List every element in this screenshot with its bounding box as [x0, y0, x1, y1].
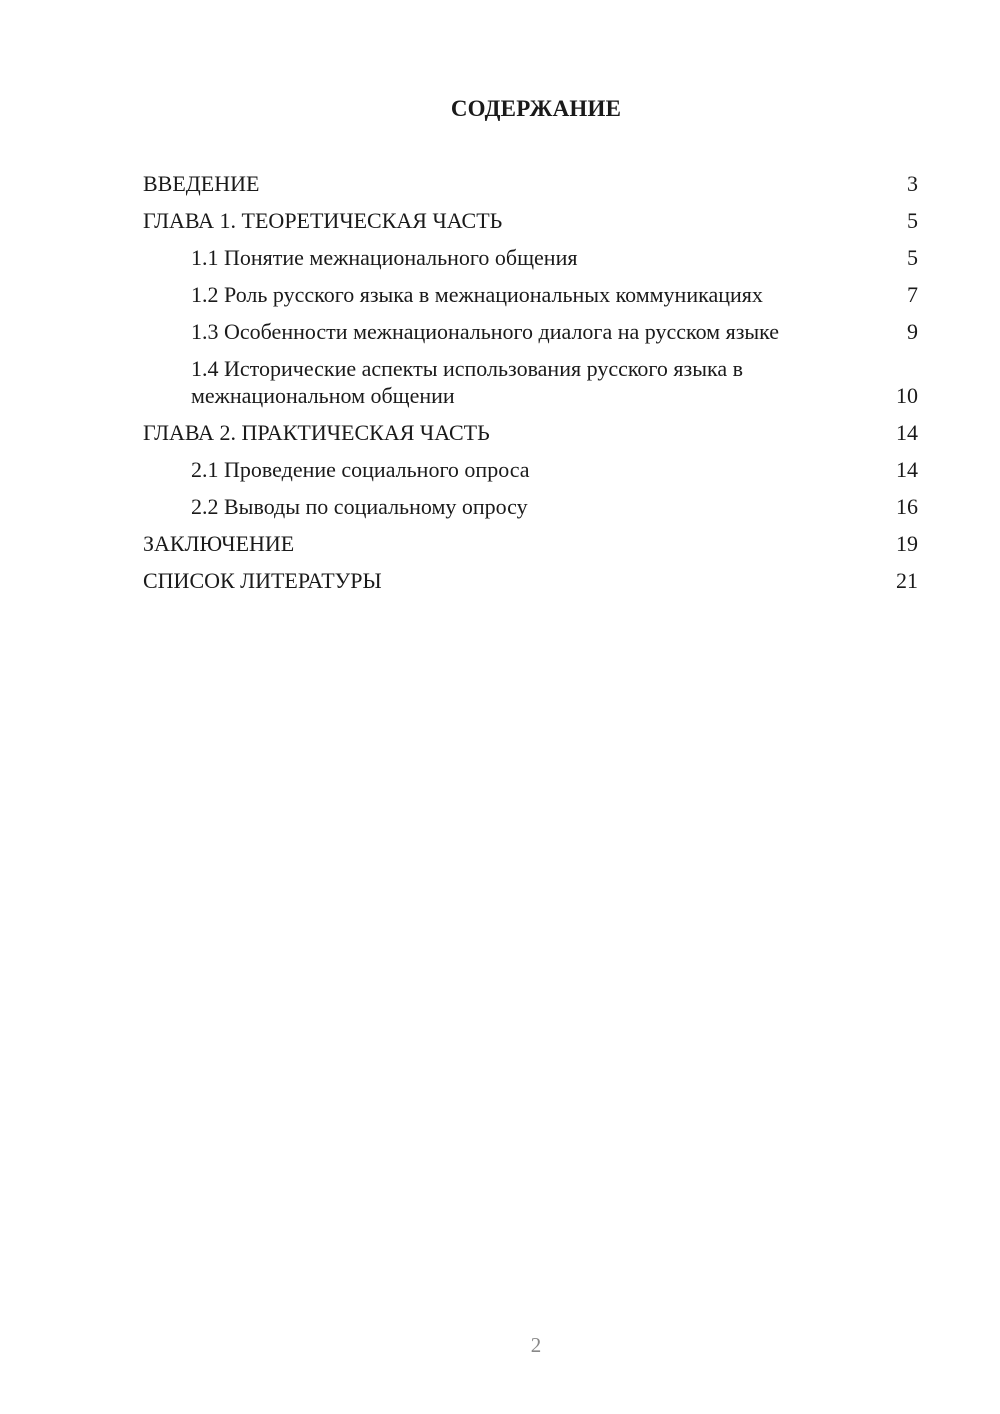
toc-entry-references: [143, 567, 918, 594]
page-number: 2: [530, 1333, 542, 1357]
table-of-contents: [143, 170, 918, 604]
toc-entry-section-1-1: [143, 244, 918, 271]
toc-entry-page: 7: [907, 282, 918, 307]
toc-entry-page: 19: [896, 531, 918, 556]
toc-entry-section-1-2: [143, 281, 918, 308]
toc-entry-page: 5: [907, 245, 918, 270]
toc-entry-page: 16: [896, 494, 918, 519]
toc-entry-page: 10: [896, 383, 918, 408]
toc-entry-section-2-1: [143, 456, 918, 483]
toc-entry-chapter-1: [143, 207, 918, 234]
toc-entry-title: ВВЕДЕНИЕ: [143, 171, 260, 196]
toc-entry-introduction: [143, 170, 918, 197]
toc-entry-title: 1.1 Понятие межнационального общения: [191, 245, 578, 270]
toc-entry-title: ГЛАВА 2. ПРАКТИЧЕСКАЯ ЧАСТЬ: [143, 420, 490, 445]
toc-entry-page: 14: [896, 420, 918, 445]
toc-entry-page: 14: [896, 457, 918, 482]
toc-entry-chapter-2: [143, 419, 918, 446]
toc-entry-title: 1.4 Исторические аспекты использования русского языка в межнациональном общении: [191, 356, 743, 408]
toc-entry-title: ЗАКЛЮЧЕНИЕ: [143, 531, 295, 556]
toc-entry-title: 1.2 Роль русского языка в межнациональных коммуникациях: [191, 282, 763, 307]
toc-entry-title: ГЛАВА 1. ТЕОРЕТИЧЕСКАЯ ЧАСТЬ: [143, 208, 503, 233]
toc-heading: СОДЕРЖАНИЕ: [450, 96, 622, 121]
toc-entry-section-2-2: [143, 493, 918, 520]
toc-entry-title: 1.3 Особенности межнационального диалога на русском языке: [191, 319, 780, 344]
toc-entry-page: 5: [907, 208, 918, 233]
toc-entry-title: 2.2 Выводы по социальному опросу: [191, 494, 528, 519]
toc-entry-page: 3: [907, 171, 918, 196]
toc-entry-page: 9: [907, 319, 918, 344]
toc-entry-title: 2.1 Проведение социального опроса: [191, 457, 530, 482]
toc-entry-section-1-4: [143, 355, 918, 409]
toc-entry-title: СПИСОК ЛИТЕРАТУРЫ: [143, 568, 382, 593]
toc-entry-page: 21: [896, 568, 918, 593]
toc-entry-conclusion: [143, 530, 918, 557]
toc-entry-section-1-3: [143, 318, 918, 345]
